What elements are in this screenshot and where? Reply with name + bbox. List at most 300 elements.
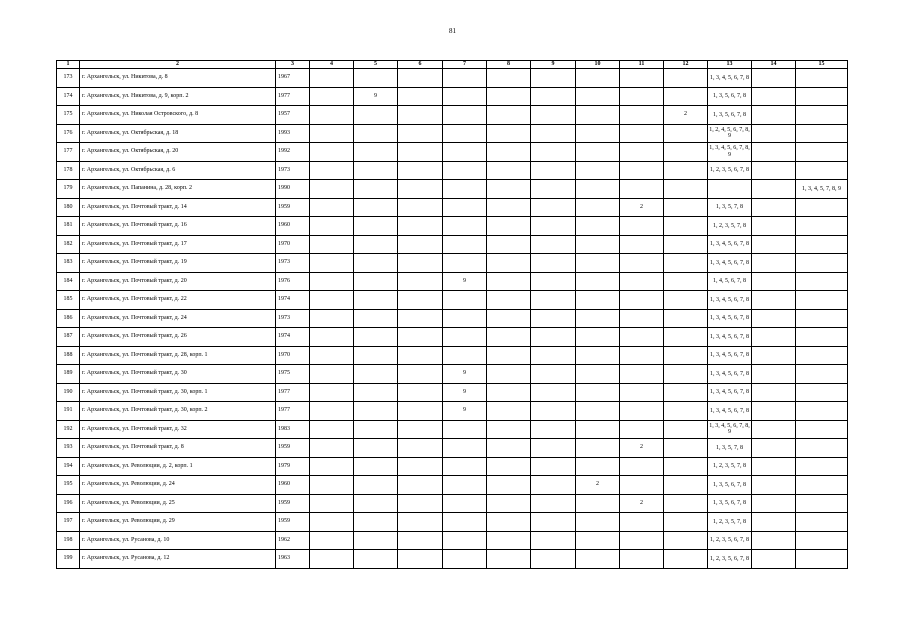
table-cell — [752, 198, 796, 217]
table-cell — [354, 254, 398, 273]
table-cell — [752, 180, 796, 199]
table-cell — [398, 420, 443, 439]
column-header: 3 — [276, 61, 310, 69]
table-cell: 2 — [664, 106, 708, 125]
table-cell — [398, 291, 443, 310]
table-cell — [620, 420, 664, 439]
table-cell: 1, 3, 5, 7, 8 — [708, 439, 752, 458]
table-cell — [354, 513, 398, 532]
table-cell — [398, 272, 443, 291]
table-cell — [576, 309, 620, 328]
table-cell — [664, 328, 708, 347]
table-cell — [620, 365, 664, 384]
column-header: 14 — [752, 61, 796, 69]
table-cell — [531, 217, 576, 236]
table-cell: 1977 — [276, 87, 310, 106]
table-cell — [310, 457, 354, 476]
table-row — [57, 439, 848, 458]
table-cell: г. Архангельск, ул. Революции, д. 25 — [80, 494, 276, 513]
table-cell — [531, 309, 576, 328]
table-cell: 182 — [57, 235, 80, 254]
table-cell: 2 — [620, 439, 664, 458]
table-cell — [796, 143, 848, 162]
table-body — [57, 69, 848, 569]
table-cell — [487, 402, 531, 421]
table-cell — [398, 106, 443, 125]
table-row — [57, 420, 848, 439]
column-header: 12 — [664, 61, 708, 69]
table-cell — [531, 550, 576, 569]
table-cell: 198 — [57, 531, 80, 550]
table-cell — [752, 272, 796, 291]
table-cell: г. Архангельск, ул. Никитова, д. 9, корп. 2 — [80, 87, 276, 106]
table-cell: 194 — [57, 457, 80, 476]
table-cell — [310, 124, 354, 143]
table-cell — [310, 309, 354, 328]
table-cell — [310, 476, 354, 495]
table-cell: г. Архангельск, ул. Революции, д. 29 — [80, 513, 276, 532]
table-cell — [576, 346, 620, 365]
table-cell — [398, 217, 443, 236]
table-cell: г. Архангельск, ул. Октябрьская, д. 18 — [80, 124, 276, 143]
table-row — [57, 457, 848, 476]
table-cell: г. Архангельск, ул. Папанина, д. 28, корп. 2 — [80, 180, 276, 199]
table-cell: г. Архангельск, ул. Почтовый тракт, д. 24 — [80, 309, 276, 328]
table-cell — [443, 328, 487, 347]
table-cell — [752, 531, 796, 550]
housing-table — [56, 60, 848, 569]
table-cell — [310, 513, 354, 532]
table-row — [57, 161, 848, 180]
table-cell — [310, 550, 354, 569]
table-cell — [531, 272, 576, 291]
table-cell — [398, 531, 443, 550]
table-cell — [576, 383, 620, 402]
table-cell — [664, 124, 708, 143]
table-cell — [443, 309, 487, 328]
table-cell: 1976 — [276, 272, 310, 291]
table-cell — [310, 143, 354, 162]
table-cell: 1, 2, 3, 5, 7, 8 — [708, 217, 752, 236]
table-cell — [443, 180, 487, 199]
table-cell: 1, 3, 4, 5, 6, 7, 8, 9 — [708, 143, 752, 162]
column-header: 15 — [796, 61, 848, 69]
table-cell — [620, 402, 664, 421]
table-cell — [531, 439, 576, 458]
table-cell — [398, 439, 443, 458]
table-row — [57, 494, 848, 513]
table-cell: г. Архангельск, ул. Почтовый тракт, д. 28, корп. 1 — [80, 346, 276, 365]
table-cell — [531, 346, 576, 365]
table-cell — [796, 328, 848, 347]
column-header: 6 — [398, 61, 443, 69]
table-cell — [398, 494, 443, 513]
table-cell — [576, 180, 620, 199]
table-cell — [443, 106, 487, 125]
table-cell: 1, 3, 4, 5, 6, 7, 8 — [708, 383, 752, 402]
table-cell — [531, 235, 576, 254]
table-cell: 9 — [443, 272, 487, 291]
table-row — [57, 309, 848, 328]
table-cell: 1959 — [276, 439, 310, 458]
table-cell: 1973 — [276, 161, 310, 180]
table-cell: г. Архангельск, ул. Почтовый тракт, д. 20 — [80, 272, 276, 291]
table-cell — [487, 198, 531, 217]
table-cell — [398, 180, 443, 199]
table-cell — [487, 235, 531, 254]
table-cell — [487, 161, 531, 180]
table-row — [57, 383, 848, 402]
table-cell — [796, 106, 848, 125]
table-cell — [531, 531, 576, 550]
table-cell — [752, 513, 796, 532]
table-row — [57, 291, 848, 310]
table-cell — [398, 254, 443, 273]
table-cell — [576, 254, 620, 273]
table-cell: 1, 2, 4, 5, 6, 7, 8, 9 — [708, 124, 752, 143]
table-cell: 1992 — [276, 143, 310, 162]
table-cell: 195 — [57, 476, 80, 495]
table-cell — [620, 143, 664, 162]
table-cell — [487, 124, 531, 143]
table-cell — [354, 291, 398, 310]
table-cell — [443, 254, 487, 273]
table-cell — [576, 494, 620, 513]
table-cell — [354, 328, 398, 347]
table-cell — [796, 531, 848, 550]
table-cell — [752, 402, 796, 421]
table-cell — [310, 531, 354, 550]
table-cell: 189 — [57, 365, 80, 384]
table-cell: 1, 3, 4, 5, 6, 7, 8 — [708, 69, 752, 88]
table-cell — [398, 328, 443, 347]
table-cell: 1970 — [276, 346, 310, 365]
table-cell — [752, 106, 796, 125]
table-cell — [398, 309, 443, 328]
table-row — [57, 124, 848, 143]
table-cell — [796, 439, 848, 458]
table-cell: 1970 — [276, 235, 310, 254]
table-cell — [752, 439, 796, 458]
table-cell — [752, 254, 796, 273]
table-cell — [487, 217, 531, 236]
table-cell — [310, 180, 354, 199]
table-cell: 181 — [57, 217, 80, 236]
table-cell: 188 — [57, 346, 80, 365]
table-cell — [487, 494, 531, 513]
table-cell — [752, 365, 796, 384]
table-cell — [398, 365, 443, 384]
table-cell — [664, 217, 708, 236]
table-cell — [487, 439, 531, 458]
table-cell — [796, 161, 848, 180]
table-cell: 1963 — [276, 550, 310, 569]
table-cell — [620, 161, 664, 180]
table-cell — [752, 69, 796, 88]
table-cell — [398, 476, 443, 495]
table-row — [57, 143, 848, 162]
table-cell — [354, 476, 398, 495]
table-cell — [576, 106, 620, 125]
table-cell: 183 — [57, 254, 80, 273]
table-cell — [796, 291, 848, 310]
table-cell — [310, 198, 354, 217]
table-cell — [487, 476, 531, 495]
table-cell: 1, 4, 5, 6, 7, 8 — [708, 272, 752, 291]
table-cell: 1, 3, 4, 5, 6, 7, 8 — [708, 346, 752, 365]
table-cell — [664, 550, 708, 569]
table-cell — [664, 309, 708, 328]
table-cell — [752, 217, 796, 236]
table-row — [57, 476, 848, 495]
table-cell — [796, 457, 848, 476]
table-cell — [576, 513, 620, 532]
table-cell — [310, 346, 354, 365]
column-header: 8 — [487, 61, 531, 69]
table-cell: 1, 3, 4, 5, 6, 7, 8 — [708, 365, 752, 384]
table-cell: 1, 3, 4, 5, 7, 8, 9 — [796, 180, 848, 199]
table-cell — [620, 346, 664, 365]
table-cell — [487, 365, 531, 384]
table-cell: г. Архангельск, ул. Почтовый тракт, д. 19 — [80, 254, 276, 273]
table-cell: 1993 — [276, 124, 310, 143]
table-cell — [576, 198, 620, 217]
table-cell — [310, 254, 354, 273]
table-cell: 1, 3, 5, 6, 7, 8 — [708, 476, 752, 495]
table-cell — [310, 494, 354, 513]
table-cell: 1, 2, 3, 5, 7, 8 — [708, 513, 752, 532]
table-cell — [487, 457, 531, 476]
table-cell — [398, 513, 443, 532]
table-cell — [531, 124, 576, 143]
table-cell: 190 — [57, 383, 80, 402]
table-cell — [752, 420, 796, 439]
column-header: 9 — [531, 61, 576, 69]
table-cell — [443, 143, 487, 162]
table-cell — [354, 124, 398, 143]
table-cell — [796, 87, 848, 106]
table-cell — [531, 476, 576, 495]
table-cell — [664, 198, 708, 217]
table-row — [57, 235, 848, 254]
table-cell — [354, 272, 398, 291]
table-cell — [796, 420, 848, 439]
table-cell — [664, 143, 708, 162]
table-cell — [664, 476, 708, 495]
table-cell — [531, 254, 576, 273]
table-cell — [354, 383, 398, 402]
table-cell: 173 — [57, 69, 80, 88]
table-cell — [531, 143, 576, 162]
table-cell — [796, 309, 848, 328]
table-cell: 1959 — [276, 198, 310, 217]
table-cell — [576, 550, 620, 569]
table-cell — [487, 69, 531, 88]
table-row — [57, 365, 848, 384]
table-cell — [354, 217, 398, 236]
table-cell — [664, 87, 708, 106]
table-cell: г. Архангельск, ул. Почтовый тракт, д. 14 — [80, 198, 276, 217]
table-row — [57, 217, 848, 236]
table-cell — [664, 439, 708, 458]
table-cell — [620, 235, 664, 254]
table-cell — [620, 328, 664, 347]
table-cell: 1975 — [276, 365, 310, 384]
page-number: 81 — [449, 27, 456, 35]
table-cell — [398, 402, 443, 421]
table-cell — [443, 87, 487, 106]
table-row — [57, 531, 848, 550]
table-cell — [664, 457, 708, 476]
table-cell: 1983 — [276, 420, 310, 439]
table-cell — [752, 87, 796, 106]
column-header: 2 — [80, 61, 276, 69]
table-cell: 1, 2, 3, 5, 6, 7, 8 — [708, 550, 752, 569]
table-cell — [531, 365, 576, 384]
table-cell: 1, 3, 4, 5, 6, 7, 8 — [708, 254, 752, 273]
table-cell — [576, 272, 620, 291]
table-cell — [443, 198, 487, 217]
table-cell: 1974 — [276, 291, 310, 310]
table-cell: г. Архангельск, ул. Почтовый тракт, д. 17 — [80, 235, 276, 254]
table-cell — [576, 161, 620, 180]
table-cell — [664, 494, 708, 513]
table-cell — [398, 198, 443, 217]
table-cell — [752, 346, 796, 365]
table-cell: 1962 — [276, 531, 310, 550]
table-cell — [354, 180, 398, 199]
table-cell — [310, 69, 354, 88]
table-cell: 174 — [57, 87, 80, 106]
table-cell — [443, 291, 487, 310]
table-cell: 9 — [443, 383, 487, 402]
table-cell — [354, 106, 398, 125]
table-cell: 180 — [57, 198, 80, 217]
table-cell: г. Архангельск, ул. Почтовый тракт, д. 30, корп. 1 — [80, 383, 276, 402]
table-cell — [354, 346, 398, 365]
table-cell — [576, 439, 620, 458]
table-cell — [310, 217, 354, 236]
column-header: 7 — [443, 61, 487, 69]
table-cell — [310, 161, 354, 180]
table-cell — [664, 235, 708, 254]
table-cell — [796, 235, 848, 254]
table-cell — [576, 217, 620, 236]
table-cell: 1973 — [276, 254, 310, 273]
table-row — [57, 272, 848, 291]
table-cell — [354, 198, 398, 217]
table-cell: 1, 3, 5, 6, 7, 8 — [708, 494, 752, 513]
table-cell — [752, 124, 796, 143]
table-cell — [310, 402, 354, 421]
table-cell — [796, 217, 848, 236]
table-row — [57, 69, 848, 88]
table-cell: г. Архангельск, ул. Почтовый тракт, д. 30, корп. 2 — [80, 402, 276, 421]
table-cell — [310, 291, 354, 310]
table-cell — [576, 143, 620, 162]
table-cell — [487, 180, 531, 199]
table-cell — [487, 254, 531, 273]
table-cell — [443, 494, 487, 513]
table-cell — [398, 124, 443, 143]
table-cell — [664, 513, 708, 532]
table-cell — [796, 494, 848, 513]
table-cell — [620, 272, 664, 291]
table-cell: г. Архангельск, ул. Почтовый тракт, д. 32 — [80, 420, 276, 439]
table-cell: г. Архангельск, ул. Никитова, д. 8 — [80, 69, 276, 88]
table-cell — [531, 198, 576, 217]
table-cell: 1, 3, 5, 6, 7, 8 — [708, 87, 752, 106]
table-cell: г. Архангельск, ул. Октябрьская, д. 20 — [80, 143, 276, 162]
table-cell — [487, 420, 531, 439]
table-cell — [752, 550, 796, 569]
table-cell — [664, 420, 708, 439]
table-cell — [398, 383, 443, 402]
table-cell — [443, 420, 487, 439]
table-cell: г. Архангельск, ул. Революции, д. 2, корп. 1 — [80, 457, 276, 476]
table-cell: 179 — [57, 180, 80, 199]
table-cell — [664, 402, 708, 421]
column-header: 11 — [620, 61, 664, 69]
table-cell — [796, 124, 848, 143]
table-cell — [576, 87, 620, 106]
table-cell — [796, 272, 848, 291]
table-cell — [443, 235, 487, 254]
table-cell — [354, 309, 398, 328]
table-cell — [398, 550, 443, 569]
table-cell — [796, 550, 848, 569]
table-cell: г. Архангельск, ул. Почтовый тракт, д. 30 — [80, 365, 276, 384]
table-cell — [443, 346, 487, 365]
table-cell: 2 — [620, 494, 664, 513]
table-cell — [752, 309, 796, 328]
table-cell — [487, 291, 531, 310]
table-row — [57, 87, 848, 106]
column-header: 5 — [354, 61, 398, 69]
table-cell — [664, 383, 708, 402]
table-cell — [620, 383, 664, 402]
table-cell — [664, 531, 708, 550]
table-cell — [354, 550, 398, 569]
table-row — [57, 513, 848, 532]
table-cell: 1967 — [276, 69, 310, 88]
table-cell — [664, 254, 708, 273]
table-cell — [531, 69, 576, 88]
table-cell — [310, 87, 354, 106]
table-cell — [752, 161, 796, 180]
table-cell: 9 — [443, 365, 487, 384]
table-cell — [354, 365, 398, 384]
table-cell — [443, 439, 487, 458]
table-cell: 1960 — [276, 217, 310, 236]
table-cell: г. Архангельск, ул. Почтовый тракт, д. 16 — [80, 217, 276, 236]
table-cell: 1, 2, 3, 5, 6, 7, 8 — [708, 531, 752, 550]
table-cell — [796, 254, 848, 273]
table-row — [57, 328, 848, 347]
table-cell — [531, 494, 576, 513]
table-cell — [752, 476, 796, 495]
table-row — [57, 198, 848, 217]
table-cell — [620, 476, 664, 495]
table-cell — [310, 365, 354, 384]
table-cell: 1, 3, 4, 5, 6, 7, 8 — [708, 309, 752, 328]
table-cell — [487, 272, 531, 291]
table-cell — [398, 143, 443, 162]
table-cell — [531, 291, 576, 310]
table-cell: 1977 — [276, 383, 310, 402]
table-cell — [620, 550, 664, 569]
table-cell — [443, 476, 487, 495]
